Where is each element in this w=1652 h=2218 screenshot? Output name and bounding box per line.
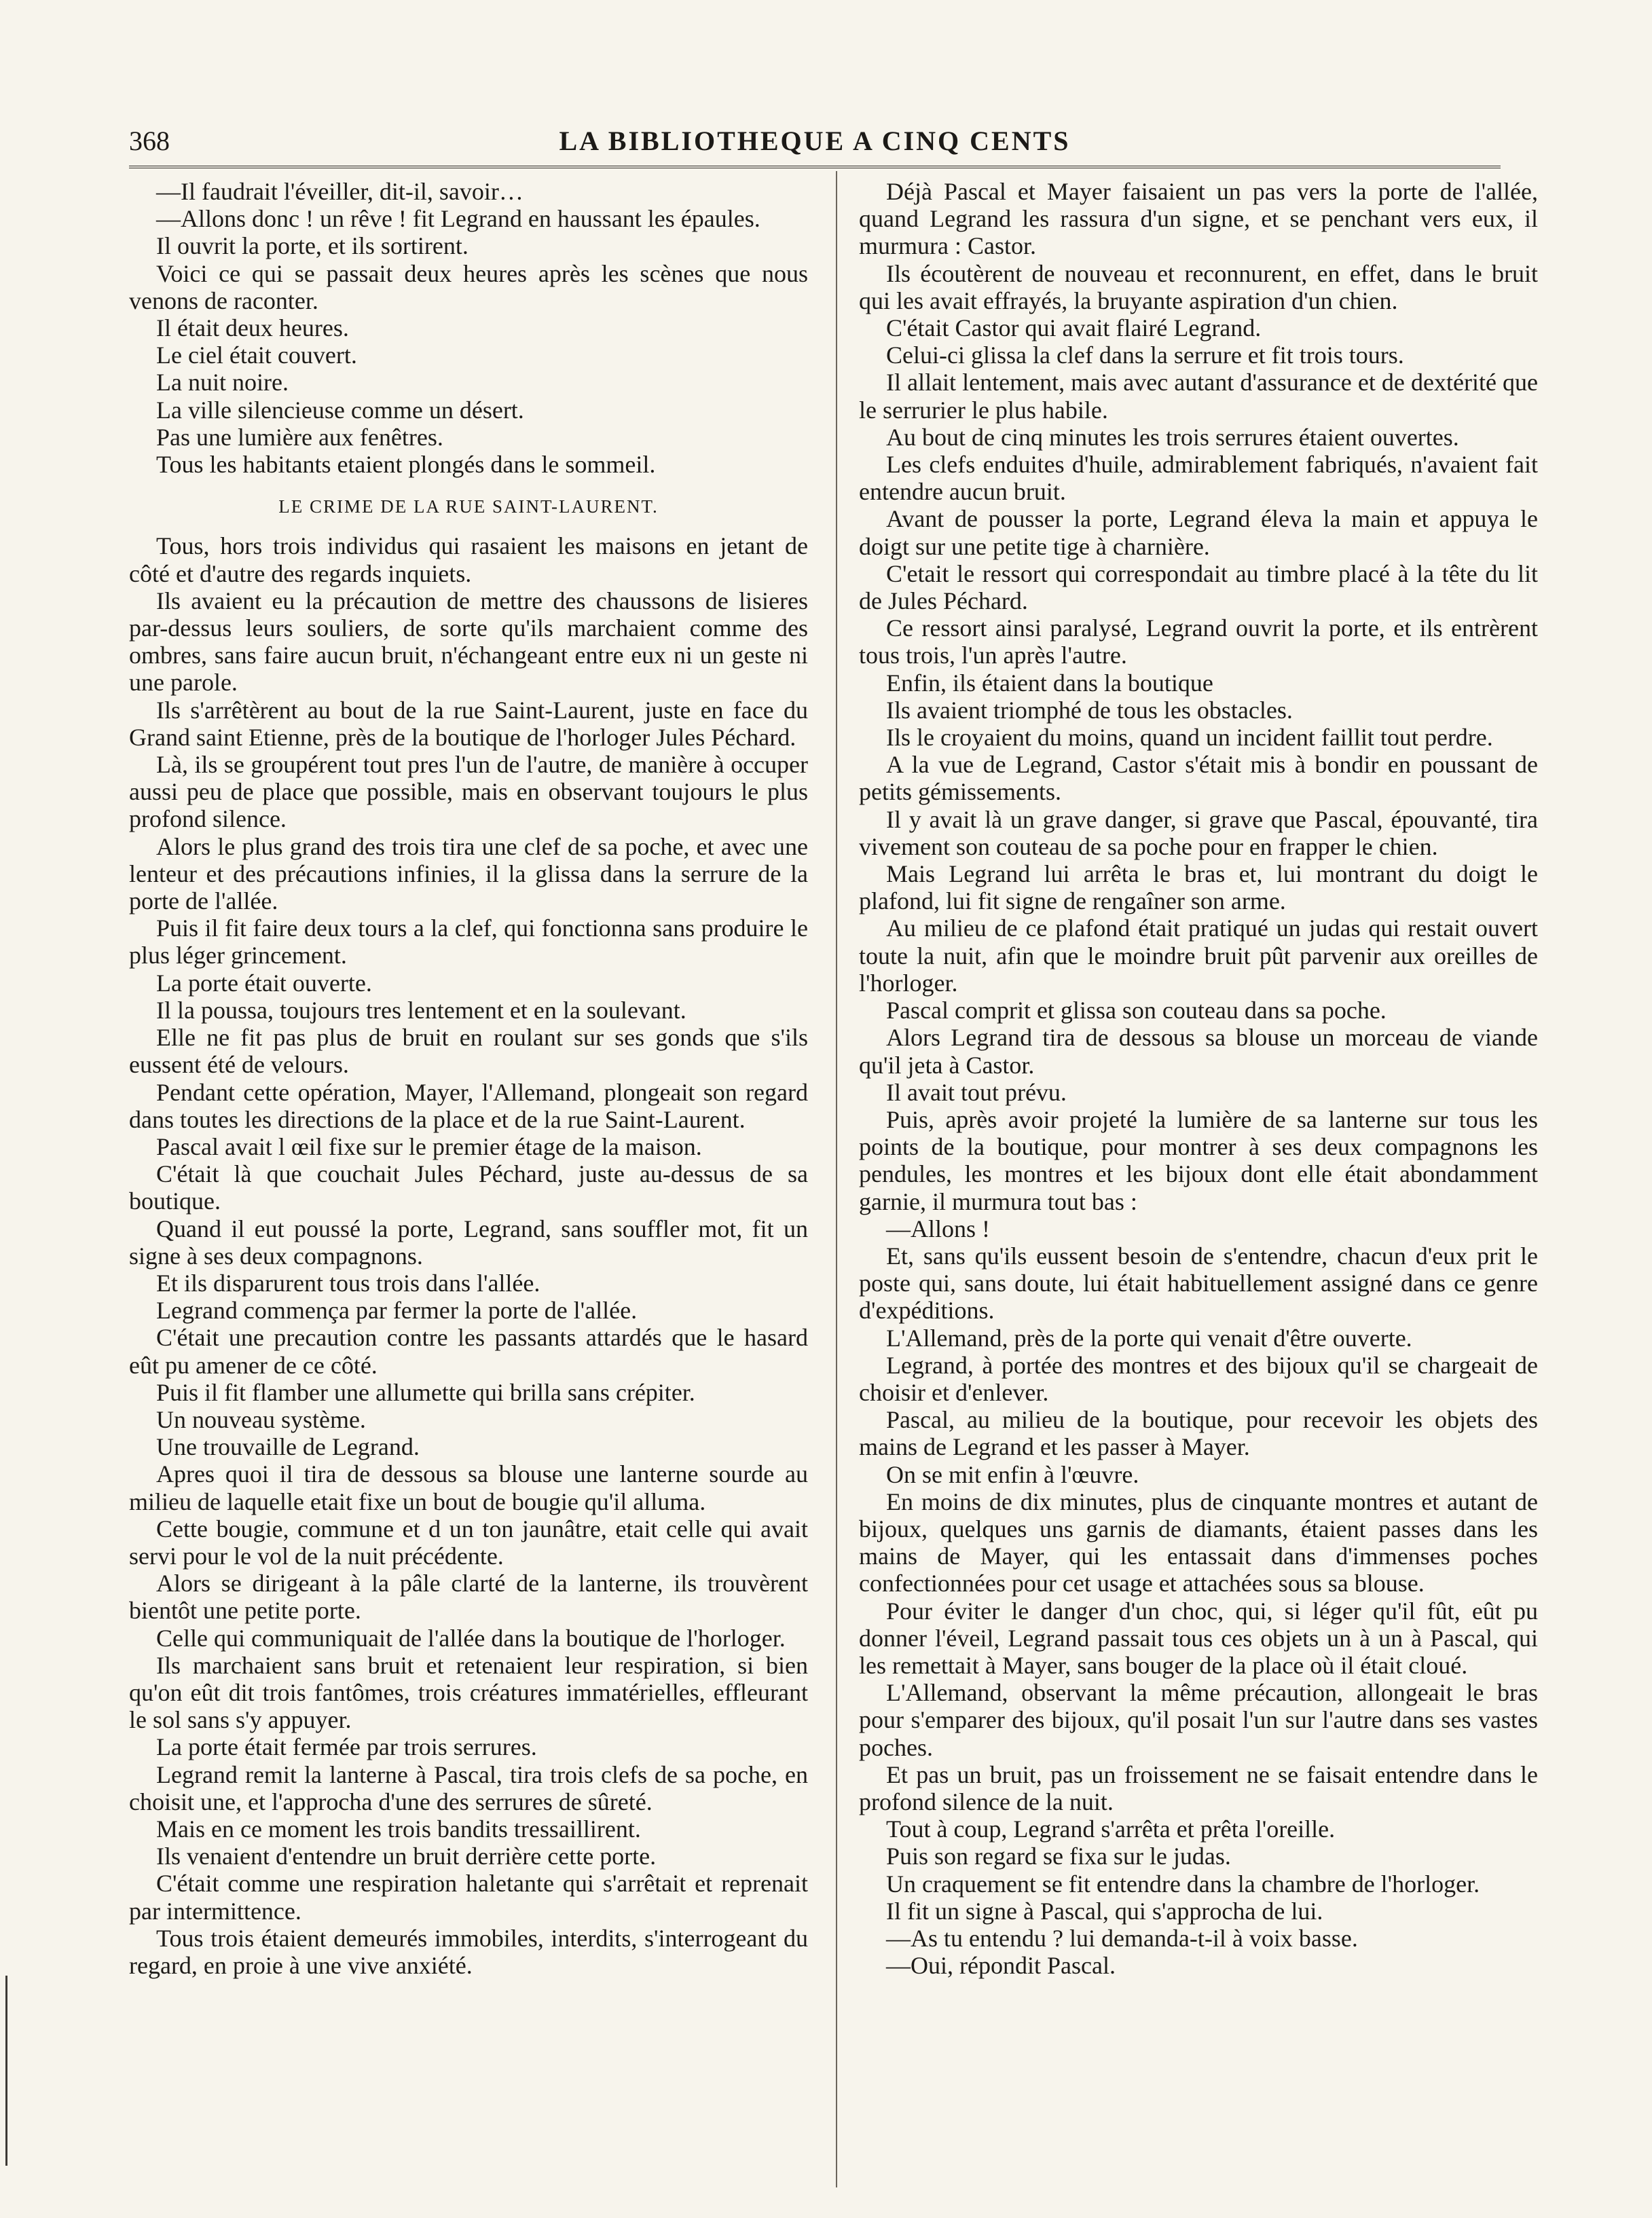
paragraph: La nuit noire. [156,369,289,396]
paragraph: Ils le croyaient du moins, quand un incident faillit tout perdre. [886,724,1493,752]
paragraph: Ils venaient d'entendre un bruit derrière cette porte. [156,1843,657,1870]
paragraph: Il y avait là un grave danger, si grave que Pascal, épouvanté, tira vivement son couteau de sa poche pour en frapper le chien. [859,805,1538,860]
left-column [129,178,808,2187]
paragraph: C'était comme une respiration haletante qui s'arrêtait et reprenait par intermittence. [129,1870,808,1925]
paragraph: Cette bougie, commune et d un ton jaunâtre, etait celle qui avait servi pour le vol de la nuit précédente. [129,1515,808,1570]
paragraph: Et, sans qu'ils eussent besoin de s'entendre, chacun d'eux prit le poste qui, sans doute, lui était habituellement assigné dans ce genre d'expéditions. [859,1242,1538,1325]
paragraph: C'était une precaution contre les passants attardés que le hasard eût pu amener de ce côté. [129,1324,808,1379]
paragraph: Mais en ce moment les trois bandits tressaillirent. [156,1815,641,1843]
page-header [129,124,1501,164]
paragraph: Puis son regard se fixa sur le judas. [886,1843,1231,1870]
paragraph: Il était deux heures. [156,314,349,342]
paragraph: La porte était fermée par trois serrures. [156,1733,537,1761]
paragraph: —Il faudrait l'éveiller, dit-il, savoir… [156,178,524,205]
paragraph: Il fit un signe à Pascal, qui s'approcha de lui. [886,1897,1323,1925]
paragraph: Ils écoutèrent de nouveau et reconnurent, en effet, dans le bruit qui les avait effrayés, la bruyante aspiration d'un chien. [859,259,1538,314]
running-title: LA BIBLIOTHEQUE A CINQ CENTS [559,126,1071,156]
section-heading: LE CRIME DE LA RUE SAINT-LAURENT. [278,496,659,517]
paragraph: —Oui, répondit Pascal. [886,1952,1116,1980]
paragraph: La porte était ouverte. [156,969,372,997]
paragraph: C'etait le ressort qui correspondait au timbre placé à la tête du lit de Jules Péchard. [859,559,1538,615]
paragraph: —As tu entendu ? lui demanda-t-il à voix basse. [886,1925,1358,1952]
page-number: 368 [129,126,170,156]
paragraph: Ils avaient triomphé de tous les obstacles. [886,696,1293,724]
paragraph: Voici ce qui se passait deux heures après les scènes que nous venons de raconter. [129,259,808,314]
paragraph: Ils s'arrêtèrent au bout de la rue Saint-Laurent, juste en face du Grand saint Etienne, près de la boutique de l'horloger Jules Péchard. [129,696,808,751]
paragraph: Alors se dirigeant à la pâle clarté de la lanterne, ils trouvèrent bientôt une petite porte. [129,1570,808,1625]
paragraph: Et ils disparurent tous trois dans l'allée. [156,1269,540,1297]
paragraph: Au milieu de ce plafond était pratiqué un judas qui restait ouvert toute la nuit, afin que le moindre bruit pût parvenir aux oreilles de l'horloger. [859,914,1538,997]
paragraph: Elle ne fit pas plus de bruit en roulant sur ses gonds que s'ils eussent été de velours. [129,1024,808,1079]
paragraph: Alors Legrand tira de dessous sa blouse un morceau de viande qu'il jeta à Castor. [859,1024,1538,1079]
paragraph: Un nouveau système. [156,1405,366,1433]
paragraph: Puis, après avoir projeté la lumière de sa lanterne sur tous les points de la boutique, pour montrer à ses deux compagnons les pendules, les montres et les bijoux dont elle était abondamment garnie, il murmura tout bas : [859,1105,1538,1215]
left-paragraphs-before [129,178,808,478]
paragraph: Et pas un bruit, pas un froissement ne se faisait entendre dans le profond silence de la nuit. [859,1760,1538,1815]
paragraph: Legrand, à portée des montres et des bijoux qu'il se chargeait de choisir et d'enlever. [859,1351,1538,1406]
paragraph: Celle qui communiquait de l'allée dans la boutique de l'horloger. [156,1624,786,1652]
right-paragraphs [859,178,1538,1979]
paragraph: Pascal avait l œil fixe sur le premier étage de la maison. [156,1132,702,1160]
paragraph: Les clefs enduites d'huile, admirablement fabriqués, n'avaient fait entendre aucun bruit. [859,451,1538,506]
paragraph: Mais Legrand lui arrêta le bras et, lui montrant du doigt le plafond, lui fit signe de rengaîner son arme. [859,860,1538,915]
paragraph: Pour éviter le danger d'un choc, qui, si léger qu'il fût, eût pu donner l'éveil, Legrand passait tous ces objets un à un à Pascal, qui les remettait à Mayer, sans bouger de la place où il était cloué. [859,1597,1538,1679]
paragraph: —Allons donc ! un rêve ! fit Legrand en haussant les épaules. [156,205,760,233]
paragraph: Il allait lentement, mais avec autant d'assurance et de dextérité que le serrurier le plus habile. [859,369,1538,424]
paragraph: Ce ressort ainsi paralysé, Legrand ouvrit la porte, et ils entrèrent tous trois, l'un après l'autre. [859,614,1538,669]
paragraph: Alors le plus grand des trois tira une clef de sa poche, et avec une lenteur et des précautions infinies, il la glissa dans la serrure de la porte de l'allée. [129,832,808,915]
paragraph: Tout à coup, Legrand s'arrêta et prêta l'oreille. [886,1815,1336,1843]
paragraph: —Allons ! [886,1215,990,1242]
paragraph: C'était là que couchait Jules Péchard, juste au-dessus de sa boutique. [129,1160,808,1215]
paragraph: Puis il fit flamber une allumette qui brilla sans crépiter. [156,1378,695,1406]
paragraph: Il avait tout prévu. [886,1078,1067,1106]
paragraph: Celui-ci glissa la clef dans la serrure et fit trois tours. [886,341,1404,369]
paragraph: En moins de dix minutes, plus de cinquante montres et autant de bijoux, quelques uns garnis de diamants, étaient passes dans les mains de Mayer, qui les entassait dans d'immenses poches confectionnées pour cet usage et attachées sous sa blouse. [859,1487,1538,1597]
paragraph: A la vue de Legrand, Castor s'était mis à bondir en poussant de petits gémissements. [859,751,1538,806]
paragraph: Là, ils se groupérent tout pres l'un de l'autre, de manière à occuper aussi peu de place que possible, mais en observant toujours le plus profond silence. [129,751,808,833]
right-column [859,178,1538,2187]
paragraph: Ils marchaient sans bruit et retenaient leur respiration, si bien qu'on eût dit trois fantômes, trois créatures immatérielles, effleurant le sol sans s'y appuyer. [129,1651,808,1734]
paragraph: Apres quoi il tira de dessous sa blouse une lanterne sourde au milieu de laquelle etait fixe un bout de bougie qu'il alluma. [129,1460,808,1515]
paragraph: Tous trois étaient demeurés immobiles, interdits, s'interrogeant du regard, en proie à une vive anxiété. [129,1924,808,1979]
paragraph: La ville silencieuse comme un désert. [156,396,524,424]
paragraph: Pendant cette opération, Mayer, l'Allemand, plongeait son regard dans toutes les directions de la place et de la rue Saint-Laurent. [129,1078,808,1133]
paragraph: Tous les habitants etaient plongés dans le sommeil. [156,451,656,479]
left-paragraphs-after [129,532,808,1979]
paragraph: Avant de pousser la porte, Legrand éleva la main et appuya le doigt sur une petite tige à charnière. [859,505,1538,560]
paragraph: C'était Castor qui avait flairé Legrand. [886,314,1262,342]
paragraph: Legrand commença par fermer la porte de l'allée. [156,1297,638,1325]
margin-mark [5,1976,7,2166]
paragraph: Un craquement se fit entendre dans la chambre de l'horloger. [886,1870,1480,1898]
paragraph: Il ouvrit la porte, et ils sortirent. [156,232,469,260]
paragraph: Pas une lumière aux fenêtres. [156,423,443,451]
paragraph: Ils avaient eu la précaution de mettre des chaussons de lisieres par-dessus leurs souliers, de sorte qu'ils marchaient comme des ombres, sans faire aucun bruit, n'échangeant entre eux ni un geste ni une parole. [129,587,808,697]
paragraph: Tous, hors trois individus qui rasaient les maisons en jetant de côté et d'autre des regards inquiets. [129,532,808,587]
paragraph: Une trouvaille de Legrand. [156,1433,420,1461]
header-rule [129,166,1501,168]
paragraph: Déjà Pascal et Mayer faisaient un pas vers la porte de l'allée, quand Legrand les rassura d'un signe, et se penchant vers eux, il murmura : Castor. [859,178,1538,260]
paragraph: Enfin, ils étaient dans la boutique [886,669,1213,697]
paragraph: Le ciel était couvert. [156,341,357,369]
paragraph: Pascal, au milieu de la boutique, pour recevoir les objets des mains de Legrand et les passer à Mayer. [859,1406,1538,1461]
column-divider [836,171,837,2187]
paragraph: Pascal comprit et glissa son couteau dans sa poche. [886,997,1387,1024]
paragraph: Il la poussa, toujours tres lentement et en la soulevant. [156,996,686,1024]
paragraph: L'Allemand, observant la même précaution, allongeait le bras pour s'emparer des bijoux, qu'il posait l'un sur l'autre dans ses vastes poches. [859,1679,1538,1761]
paragraph: L'Allemand, près de la porte qui venait d'être ouverte. [886,1324,1412,1352]
paragraph: Legrand remit la lanterne à Pascal, tira trois clefs de sa poche, en choisit une, et l'approcha d'une des serrures de sûreté. [129,1760,808,1815]
paragraph: Au bout de cinq minutes les trois serrures étaient ouvertes. [886,423,1459,451]
paragraph: Quand il eut poussé la porte, Legrand, sans souffler mot, fit un signe à ses deux compagnons. [129,1215,808,1270]
paragraph: Puis il fit faire deux tours a la clef, qui fonctionna sans produire le plus léger grincement. [129,914,808,969]
paragraph: On se mit enfin à l'œuvre. [886,1460,1139,1488]
